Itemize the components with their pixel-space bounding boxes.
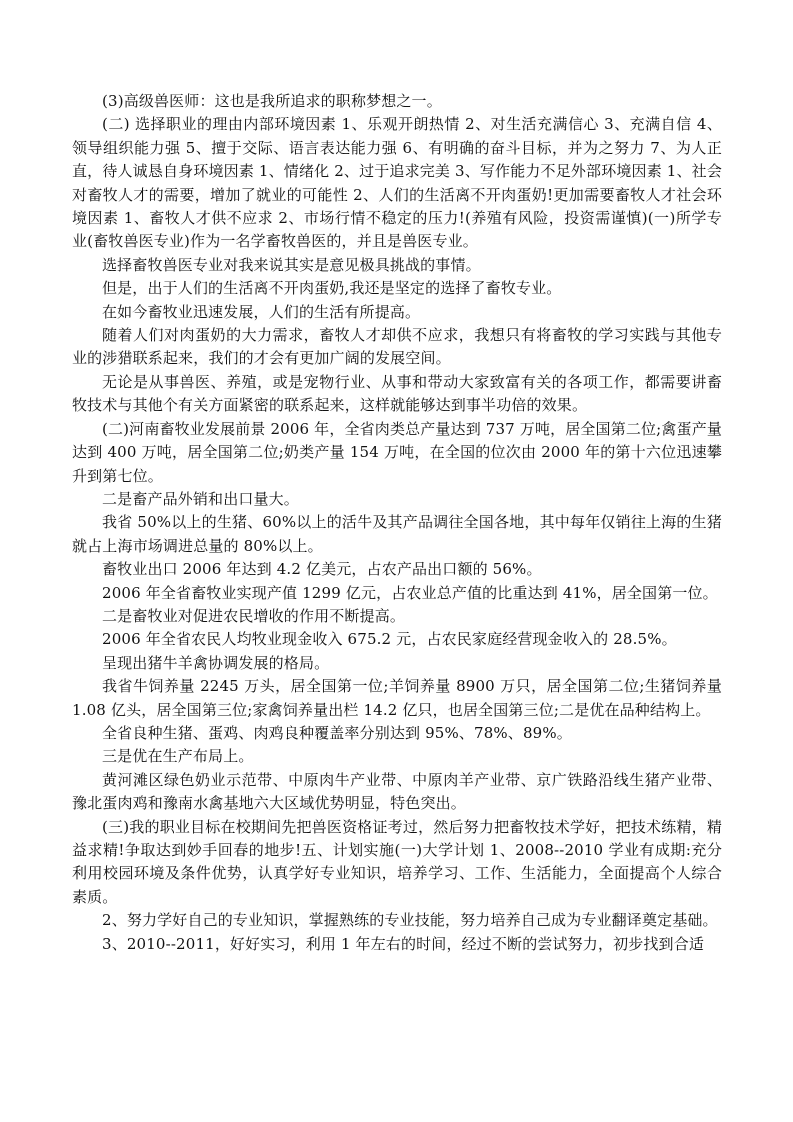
paragraph: (二)河南畜牧业发展前景 2006 年，全省肉类总产量达到 737 万吨，居全国第二位;禽蛋产量达到 400 万吨，居全国第二位;奶类产量 154 万吨，在全国的位次由 2000 年的第十六位迅速攀升到第七位。	[72, 419, 722, 485]
paragraph: 三是优在生产布局上。	[102, 747, 254, 766]
paragraph: (二) 选择职业的理由内部环境因素 1、乐观开朗热情 2、对生活充满信心 3、充满自信 4、领导组织能力强 5、擅于交际、语言表达能力强 6、有明确的奋斗目标，并为之努力 7、为人正直，待人诚恳自身环境因素 1、情绪化 2、过于追求完美 3、写作能力不足外部环境因素 1、社会对畜牧人才的需要，增加了就业的可能性 2、人们的生活离不开肉蛋奶!更加需要畜牧人才社会环境因素 1、畜牧人才供不应求 2、市场行情不稳定的压力!(养殖有风险，投资需谨慎)(一)所学专业(畜牧兽医专业)作为一名学畜牧兽医的，并且是兽医专业。	[72, 115, 722, 251]
paragraph: 我省牛饲养量 2245 万头，居全国第一位;羊饲养量 8900 万只，居全国第二位;生猪饲养量 1.08 亿头，居全国第三位;家禽饲养量出栏 14.2 亿只，也居全国第三位;二是优在品种结构上。	[72, 677, 722, 719]
paragraph: 二是畜牧业对促进农民增收的作用不断提高。	[102, 606, 406, 625]
paragraph: 随着人们对肉蛋奶的大力需求，畜牧人才却供不应求，我想只有将畜牧的学习实践与其他专业的涉猎联系起来，我们的才会有更加广阔的发展空间。	[72, 326, 722, 368]
paragraph: 在如今畜牧业迅速发展，人们的生活有所提高。	[102, 302, 421, 321]
paragraph: 2006 年全省畜牧业实现产值 1299 亿元，占农业总产值的比重达到 41%，居全国第一位。	[102, 583, 718, 602]
paragraph: 我省 50%以上的生猪、60%以上的活牛及其产品调往全国各地，其中每年仅销往上海的生猪就占上海市场调进总量的 80%以上。	[72, 513, 722, 555]
paragraph: 但是，出于人们的生活离不开肉蛋奶,我还是坚定的选择了畜牧专业。	[102, 279, 562, 298]
paragraph: 2006 年全省农民人均牧业现金收入 675.2 元，占农民家庭经营现金收入的 28.5%。	[102, 630, 677, 649]
paragraph: 3、2010--2011，好好实习，利用 1 年左右的时间，经过不断的尝试努力，初步找到合适	[102, 934, 705, 953]
paragraph: 畜牧业出口 2006 年达到 4.2 亿美元，占农产品出口额的 56%。	[102, 560, 542, 579]
paragraph: (3)高级兽医师：这也是我所追求的职称梦想之一。	[102, 92, 442, 110]
document-body	[72, 90, 722, 956]
paragraph: 2、努力学好自己的专业知识，掌握熟练的专业技能，努力培养自己成为专业翻译奠定基础。	[102, 911, 718, 930]
paragraph: 二是畜产品外销和出口量大。	[102, 489, 299, 508]
paragraph: 黄河滩区绿色奶业示范带、中原肉牛产业带、中原肉羊产业带、京广铁路沿线生猪产业带、豫北蛋肉鸡和豫南水禽基地六大区域优势明显，特色突出。	[72, 770, 722, 813]
paragraph: 无论是从事兽医、养殖，或是宠物行业、从事和带动大家致富有关的各项工作，都需要讲畜牧技术与其他个有关方面紧密的联系起来，这样就能够达到事半功倍的效果。	[72, 372, 722, 415]
paragraph: 选择畜牧兽医专业对我来说其实是意见极具挑战的事情。	[102, 255, 481, 274]
paragraph: (三)我的职业目标在校期间先把兽医资格证考过，然后努力把畜牧技术学好，把技术练精，精益求精!争取达到妙手回春的地步!五、计划实施(一)大学计划 1、2008--2010 学业有成期:充分利用校园环境及条件优势，认真学好专业知识，培养学习、工作、生活能力，全面提高个人综合素质。	[72, 817, 722, 906]
paragraph: 呈现出猪牛羊禽协调发展的格局。	[102, 653, 330, 672]
paragraph: 全省良种生猪、蛋鸡、肉鸡良种覆盖率分别达到 95%、78%、89%。	[102, 723, 572, 742]
